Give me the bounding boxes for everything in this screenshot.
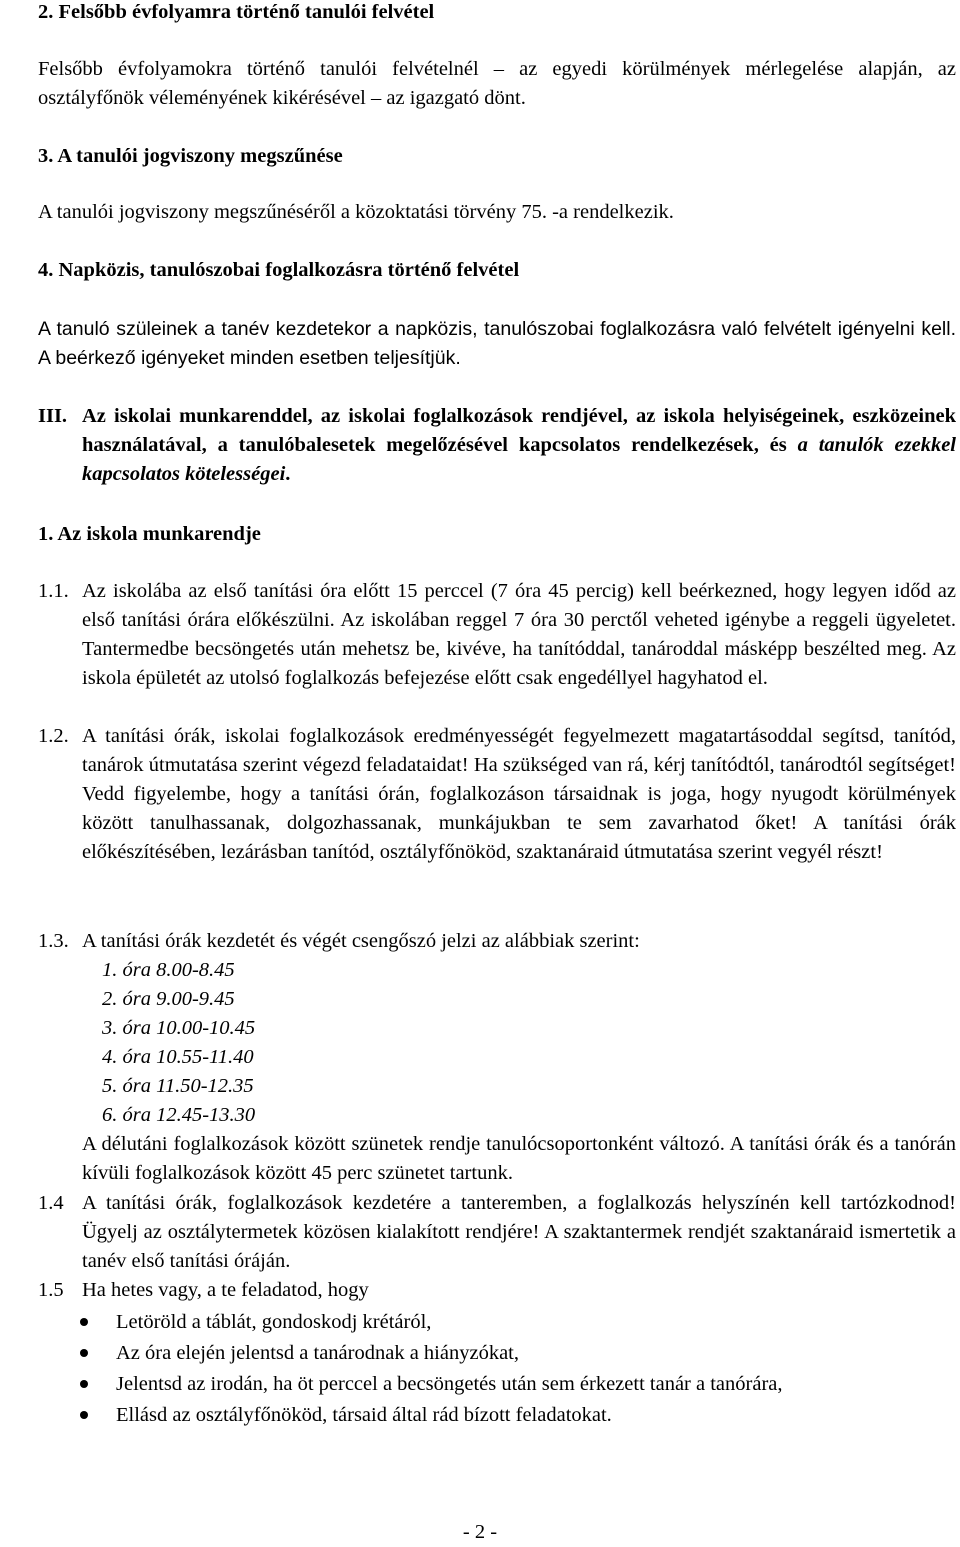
list-item-text: Letöröld a táblát, gondoskodj krétáról, xyxy=(116,1311,432,1333)
paragraph-text: A tanítási órák, foglalkozások kezdetére a tanteremben, a foglalkozás helyszínén kell tartózkodnod! Ügyelj az osztálytermetek közösen kialakított rendjére! A szaktantermek rendjét szaktanáraid ismertetik a tanév első tanítási óráján. xyxy=(82,1192,956,1272)
page-number: - 2 - xyxy=(462,1521,498,1543)
list-item-text: Ellásd az osztályfőnököd, társaid által rád bízott feladatokat. xyxy=(116,1404,612,1426)
bullet-icon xyxy=(80,1318,88,1326)
chapter-title-main: Az iskolai munkarenddel, az iskolai foglalkozások rendjével, az iskola helyiségeinek, eszközeinek használatával, a tanulóbalesetek megelőzésével kapcsolatos rendelkezések, és xyxy=(82,405,956,456)
paragraph-1-1 xyxy=(38,577,956,693)
section-2-heading: 2. Felsőbb évfolyamra történő tanulói felvétel xyxy=(38,1,435,23)
chapter-numeral: III. xyxy=(38,405,68,427)
subsection-1-heading: 1. Az iskola munkarendje xyxy=(38,523,261,545)
break-rules-text: A délutáni foglalkozások között szünetek rendje tanulócsoportonként változó. A tanítási órák és a tanórán kívüli foglalkozások között 45 perc szünetet tartunk. xyxy=(82,1133,956,1184)
chapter-3-heading xyxy=(38,402,956,489)
section-3-heading: 3. A tanulói jogviszony megszűnése xyxy=(38,145,343,167)
schedule-item: 2. óra 9.00-9.45 xyxy=(102,988,235,1010)
schedule-item: 6. óra 12.45-13.30 xyxy=(102,1104,256,1126)
paragraph-text: A tanítási órák kezdetét és végét csengőszó jelzi az alábbiak szerint: xyxy=(82,930,640,952)
paragraph-1-3 xyxy=(38,927,956,1188)
list-item xyxy=(38,1369,956,1400)
paragraph-number: 1.2. xyxy=(38,725,69,747)
section-3-text: A tanulói jogviszony megszűnéséről a közoktatási törvény 75. -a rendelkezik. xyxy=(38,201,674,223)
chapter-title-italic: a tanulók ezekkel kapcsolatos kötelességei xyxy=(82,434,956,485)
list-item xyxy=(38,1338,956,1369)
section-2-text: Felsőbb évfolyamokra történő tanulói felvételnél – az egyedi körülmények mérlegelése alapján, az osztályfőnök véleményének kikérésével – az igazgató dönt. xyxy=(38,58,956,109)
paragraph-number: 1.3. xyxy=(38,930,69,952)
paragraph-body xyxy=(82,927,956,1188)
list-item xyxy=(38,1400,956,1431)
schedule-item: 3. óra 10.00-10.45 xyxy=(102,1017,256,1039)
list-item xyxy=(38,1307,956,1338)
list-item-text: Az óra elején jelentsd a tanárodnak a hiányzókat, xyxy=(116,1342,519,1364)
paragraph-1-2 xyxy=(38,722,956,867)
section-4-heading: 4. Napközis, tanulószobai foglalkozásra történő felvétel xyxy=(38,259,520,281)
list-item-text: Jelentsd az irodán, ha öt perccel a becsöngetés után sem érkezett tanár a tanórára, xyxy=(116,1373,783,1395)
schedule-item: 1. óra 8.00-8.45 xyxy=(102,959,235,981)
paragraph-text: Az iskolába az első tanítási óra előtt 15 perccel (7 óra 45 percig) kell beérkezned, hogy legyen időd az első tanítási órára előkészülni. Az iskolában reggel 7 óra 30 perctől veheted igénybe a reggeli ügyeletet. Tantermedbe becsöngetés után mehetsz be, kivéve, ha tanítóddal, tanároddal másképp beszélted meg. Az iskola épületét az utolsó foglalkozás befejezése előtt csak engedéllyel hagyhatod el. xyxy=(82,580,956,689)
bullet-icon xyxy=(80,1380,88,1388)
paragraph-number: 1.4 xyxy=(38,1192,64,1214)
paragraph-1-4 xyxy=(38,1189,956,1276)
section-4-text: A tanuló szüleinek a tanév kezdetekor a napközis, tanulószobai foglalkozásra való felvételt igényelni kell. A beérkező igényeket minden esetben teljesítjük. xyxy=(38,318,956,369)
paragraph-number: 1.5 xyxy=(38,1279,64,1301)
duty-list xyxy=(38,1307,956,1431)
paragraph-1-5 xyxy=(38,1276,956,1305)
bullet-icon xyxy=(80,1411,88,1419)
paragraph-text: Ha hetes vagy, a te feladatod, hogy xyxy=(82,1279,369,1301)
chapter-title-end: . xyxy=(285,463,291,485)
schedule-item: 5. óra 11.50-12.35 xyxy=(102,1075,254,1097)
bullet-icon xyxy=(80,1349,88,1357)
schedule-item: 4. óra 10.55-11.40 xyxy=(102,1046,254,1068)
paragraph-text: A tanítási órák, iskolai foglalkozások eredményességét fegyelmezett magatartásoddal segítsd, tanítód, tanárok útmutatása szerint végezd feladataidat! Ha szükséged van rá, kérj tanítódtól, tanárodtól segítséget! Vedd figyelembe, hogy a tanítási órán, foglalkozáson társaidnak is joga, hogy nyugodt körülmények között tanulhassanak, dolgozhassanak, munkájukban te sem zavarhatod őket! A tanítási órák előkészítésében, lezárásban tanítód, osztályfőnököd, szaktanáraid útmutatása szerint vegyél részt! xyxy=(82,725,956,863)
chapter-3-title xyxy=(82,402,956,489)
paragraph-number: 1.1. xyxy=(38,580,69,602)
bell-schedule xyxy=(82,956,956,1130)
